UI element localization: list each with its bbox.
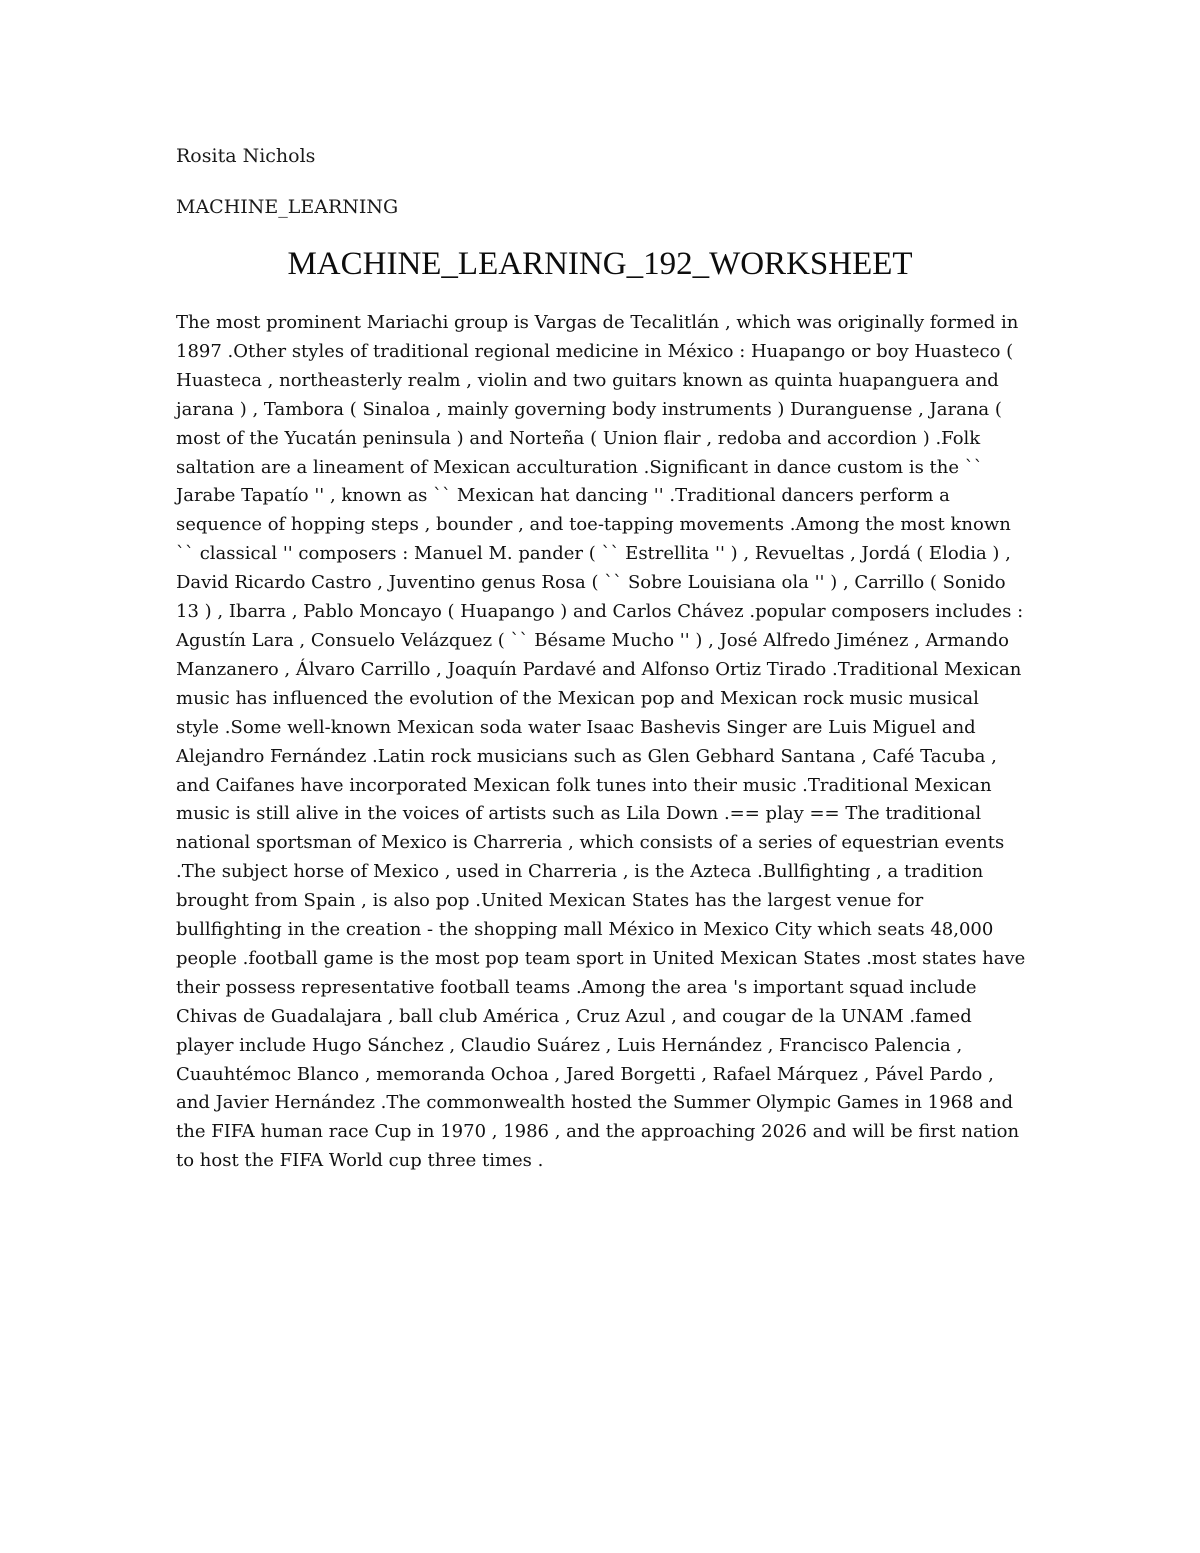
body-paragraph: The most prominent Mariachi group is Vargas de Tecalitlán , which was originally formed in 1897 .Other styles of traditional regional medicine in México : Huapango or boy Huasteco ( Huasteca , northeasterly realm , violin and two guitars known as quinta huapanguera and jarana ) , Tambora ( Sinaloa , mainly governing body instruments ) Duranguense , Jarana ( most of the Yucatán peninsula ) and Norteña ( Union flair , redoba and accordion ) .Folk saltation are a lineament of Mexican acculturation .Significant in dance custom is the `` Jarabe Tapatío '' , known as `` Mexican hat dancing '' .Traditional dancers perform a sequence of hopping steps , bounder , and toe-tapping movements .Among the most known `` classical '' composers : Manuel M. pander ( `` Estrellita '' ) , Revueltas , Jordá ( Elodia ) , David Ricardo Castro , Juventino genus Rosa ( `` Sobre Louisiana ola '' ) , Carrillo ( Sonido 13 ) , Ibarra , Pablo Moncayo ( Huapango ) and Carlos Chávez .popular composers includes : Agustín Lara , Consuelo Velázquez ( `` Bésame Mucho '' ) , José Alfredo Jiménez , Armando Manzanero , Álvaro Carrillo , Joaquín Pardavé and Alfonso Ortiz Tirado .Traditional Mexican music has influenced the evolution of the Mexican pop and Mexican rock music musical style .Some well-known Mexican soda water Isaac Bashevis Singer are Luis Miguel and Alejandro Fernández .Latin rock musicians such as Glen Gebhard Santana , Café Tacuba , and Caifanes have incorporated Mexican folk tunes into their music .Traditional Mexican music is still alive in the voices of artists such as Lila Down .== play == The traditional national sportsman of Mexico is Charreria , which consists of a series of equestrian events .The subject horse of Mexico , used in Charreria , is the Azteca .Bullfighting , a tradition brought from Spain , is also pop .United Mexican States has the largest venue for bullfighting in the creation - the shopping mall México in Mexico City which seats 48,000 people .football game is the most pop team sport in United Mexican States .most states have their possess representative football teams .Among the area 's important squad include Chivas de Guadalajara , ball club América , Cruz Azul , and cougar de la UNAM .famed player include Hugo Sánchez , Claudio Suárez , Luis Hernández , Francisco Palencia , Cuauhtémoc Blanco , memoranda Ochoa , Jared Borgetti , Rafael Márquez , Pável Pardo , and Javier Hernández .The commonwealth hosted the Summer Olympic Games in 1968 and the FIFA human race Cup in 1970 , 1986 , and the approaching 2026 and will be first nation to host the FIFA World cup three times . — [176, 312, 1026, 1172]
document-title: MACHINE_LEARNING_192_WORKSHEET — [287, 246, 913, 282]
author-name: Rosita Nichols — [176, 145, 316, 167]
course-name: MACHINE_LEARNING — [176, 196, 399, 218]
